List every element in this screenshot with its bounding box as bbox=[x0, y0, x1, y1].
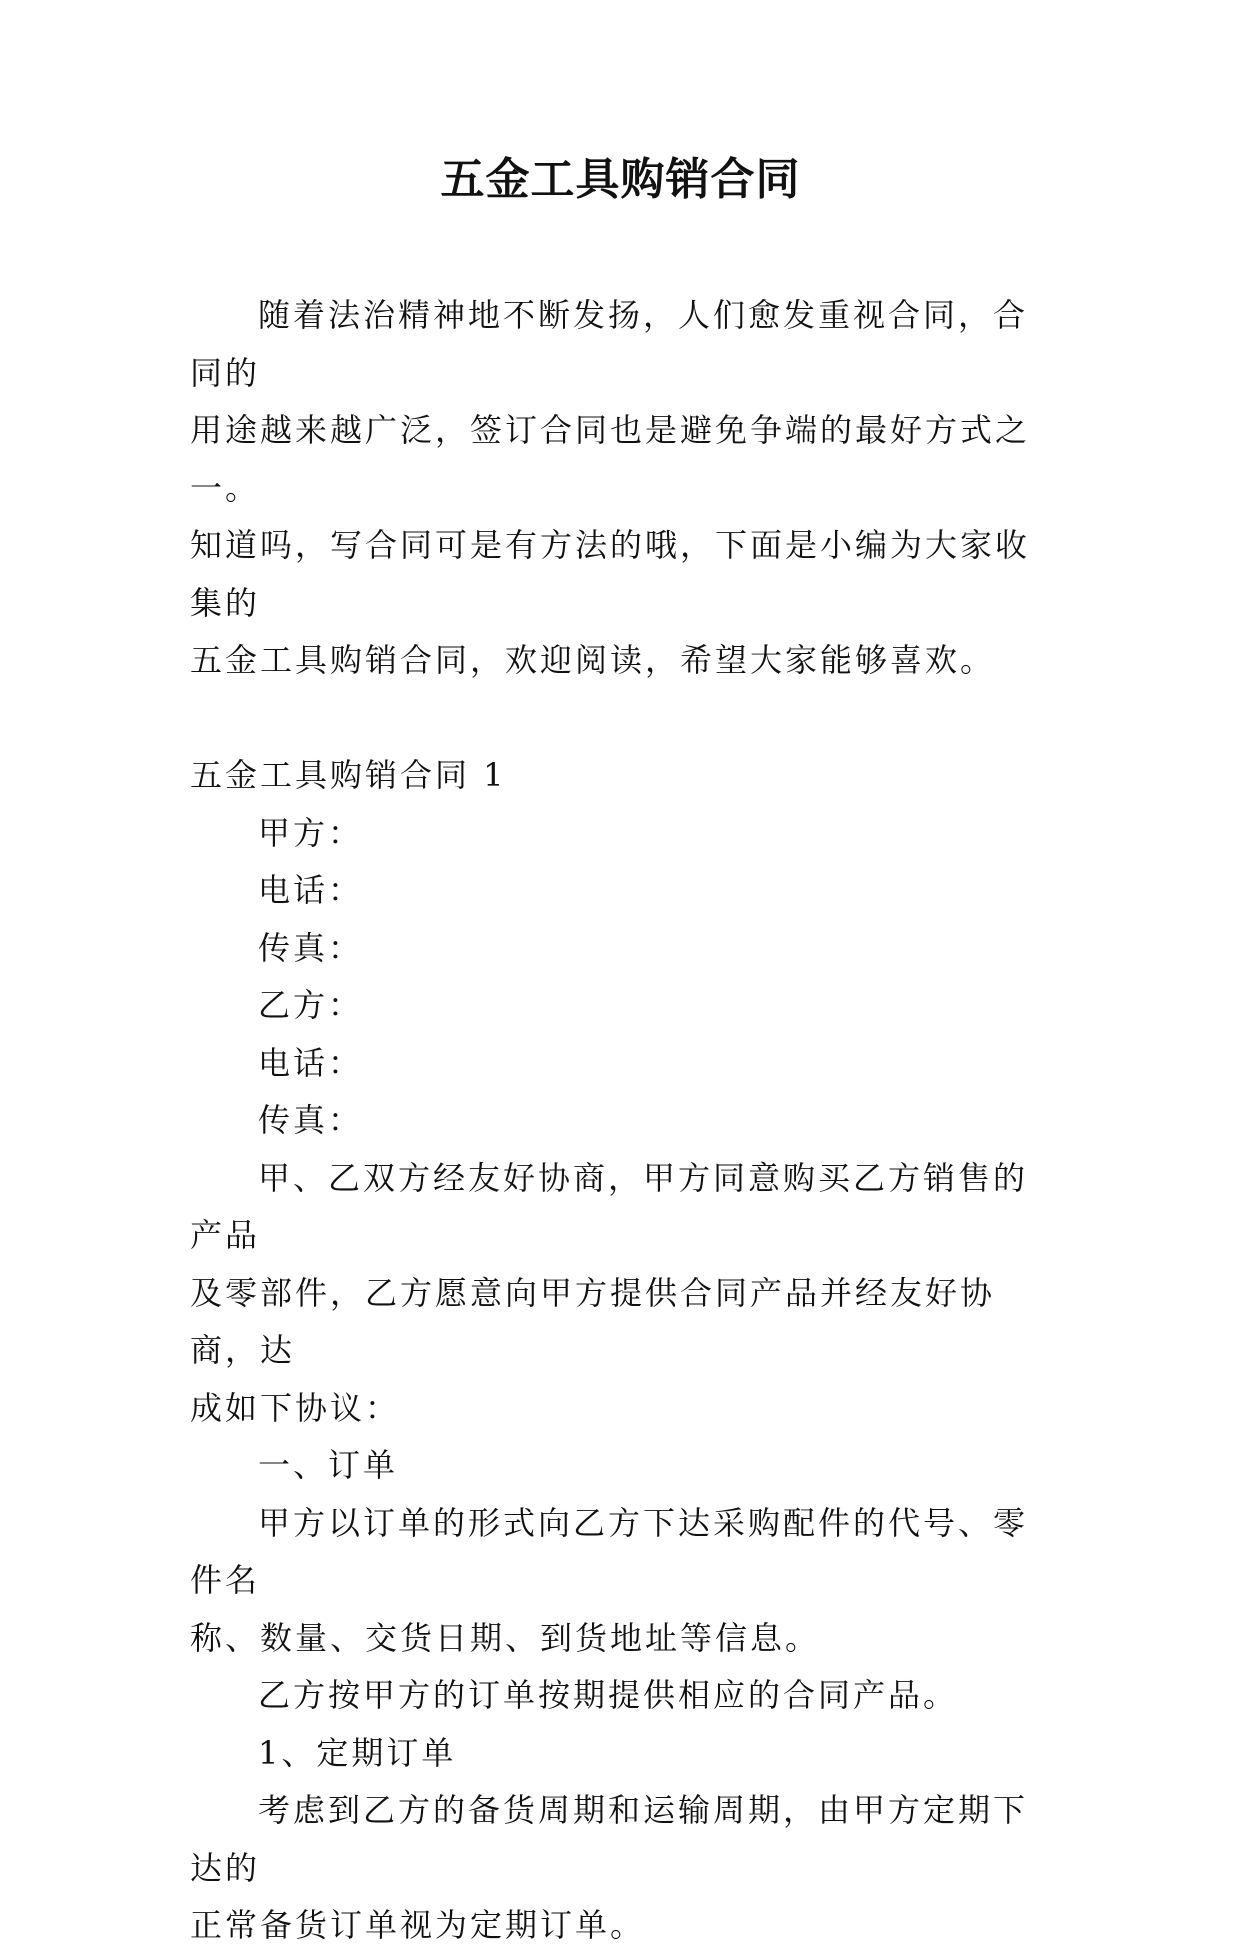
clause-one-paragraph bbox=[190, 1495, 1060, 1668]
agreement-line-2: 及零部件，乙方愿意向甲方提供合同产品并经友好协商，达 bbox=[190, 1273, 996, 1369]
party-a-label: 甲方： bbox=[258, 813, 364, 852]
party-b-phone-label: 电话： bbox=[258, 1043, 364, 1082]
intro-paragraph bbox=[190, 287, 1060, 690]
party-b-fax-label: 传真： bbox=[258, 1101, 364, 1139]
agreement-line-1: 甲、乙双方经友好协商，甲方同意购买乙方销售的产品 bbox=[190, 1158, 1029, 1254]
document-body bbox=[190, 287, 1060, 1955]
intro-line-2: 用途越来越广泛，签订合同也是避免争端的最好方式之一。 bbox=[190, 411, 1031, 507]
agreement-paragraph bbox=[190, 1150, 1060, 1438]
document-title: 五金工具购销合同 bbox=[440, 154, 801, 205]
paragraph-gap bbox=[190, 690, 1060, 748]
subclause-line-1: 考虑到乙方的备货周期和运输周期，由甲方定期下达的 bbox=[190, 1791, 1029, 1887]
intro-line-3: 知道吗，写合同可是有方法的哦，下面是小编为大家收集的 bbox=[190, 526, 1031, 622]
party-b-label: 乙方： bbox=[258, 986, 364, 1024]
party-fields bbox=[190, 805, 1060, 1150]
clause-one-paragraph-2: 乙方按甲方的订单按期提供相应的合同产品。 bbox=[258, 1676, 959, 1714]
intro-line-4: 五金工具购销合同，欢迎阅读，希望大家能够喜欢。 bbox=[190, 641, 996, 679]
clause-one-heading: 一、订单 bbox=[258, 1446, 399, 1484]
clause-one-line-1: 甲方以订单的形式向乙方下达采购配件的代号、零件名 bbox=[190, 1503, 1029, 1599]
agreement-line-3: 成如下协议： bbox=[190, 1388, 401, 1427]
subclause-heading: 1、定期订单 bbox=[258, 1733, 457, 1772]
subclause-line-2: 正常备货订单视为定期订单。 bbox=[190, 1906, 646, 1944]
clause-one-line-2: 称、数量、交货日期、到货地址等信息。 bbox=[190, 1618, 821, 1657]
intro-line-1: 随着法治精神地不断发扬，人们愈发重视合同，合同的 bbox=[190, 296, 1029, 392]
subclause-paragraph bbox=[190, 1782, 1060, 1955]
party-a-phone-label: 电话： bbox=[258, 871, 364, 909]
section-heading: 五金工具购销合同 1 bbox=[190, 756, 507, 794]
party-a-fax-label: 传真： bbox=[258, 928, 364, 967]
